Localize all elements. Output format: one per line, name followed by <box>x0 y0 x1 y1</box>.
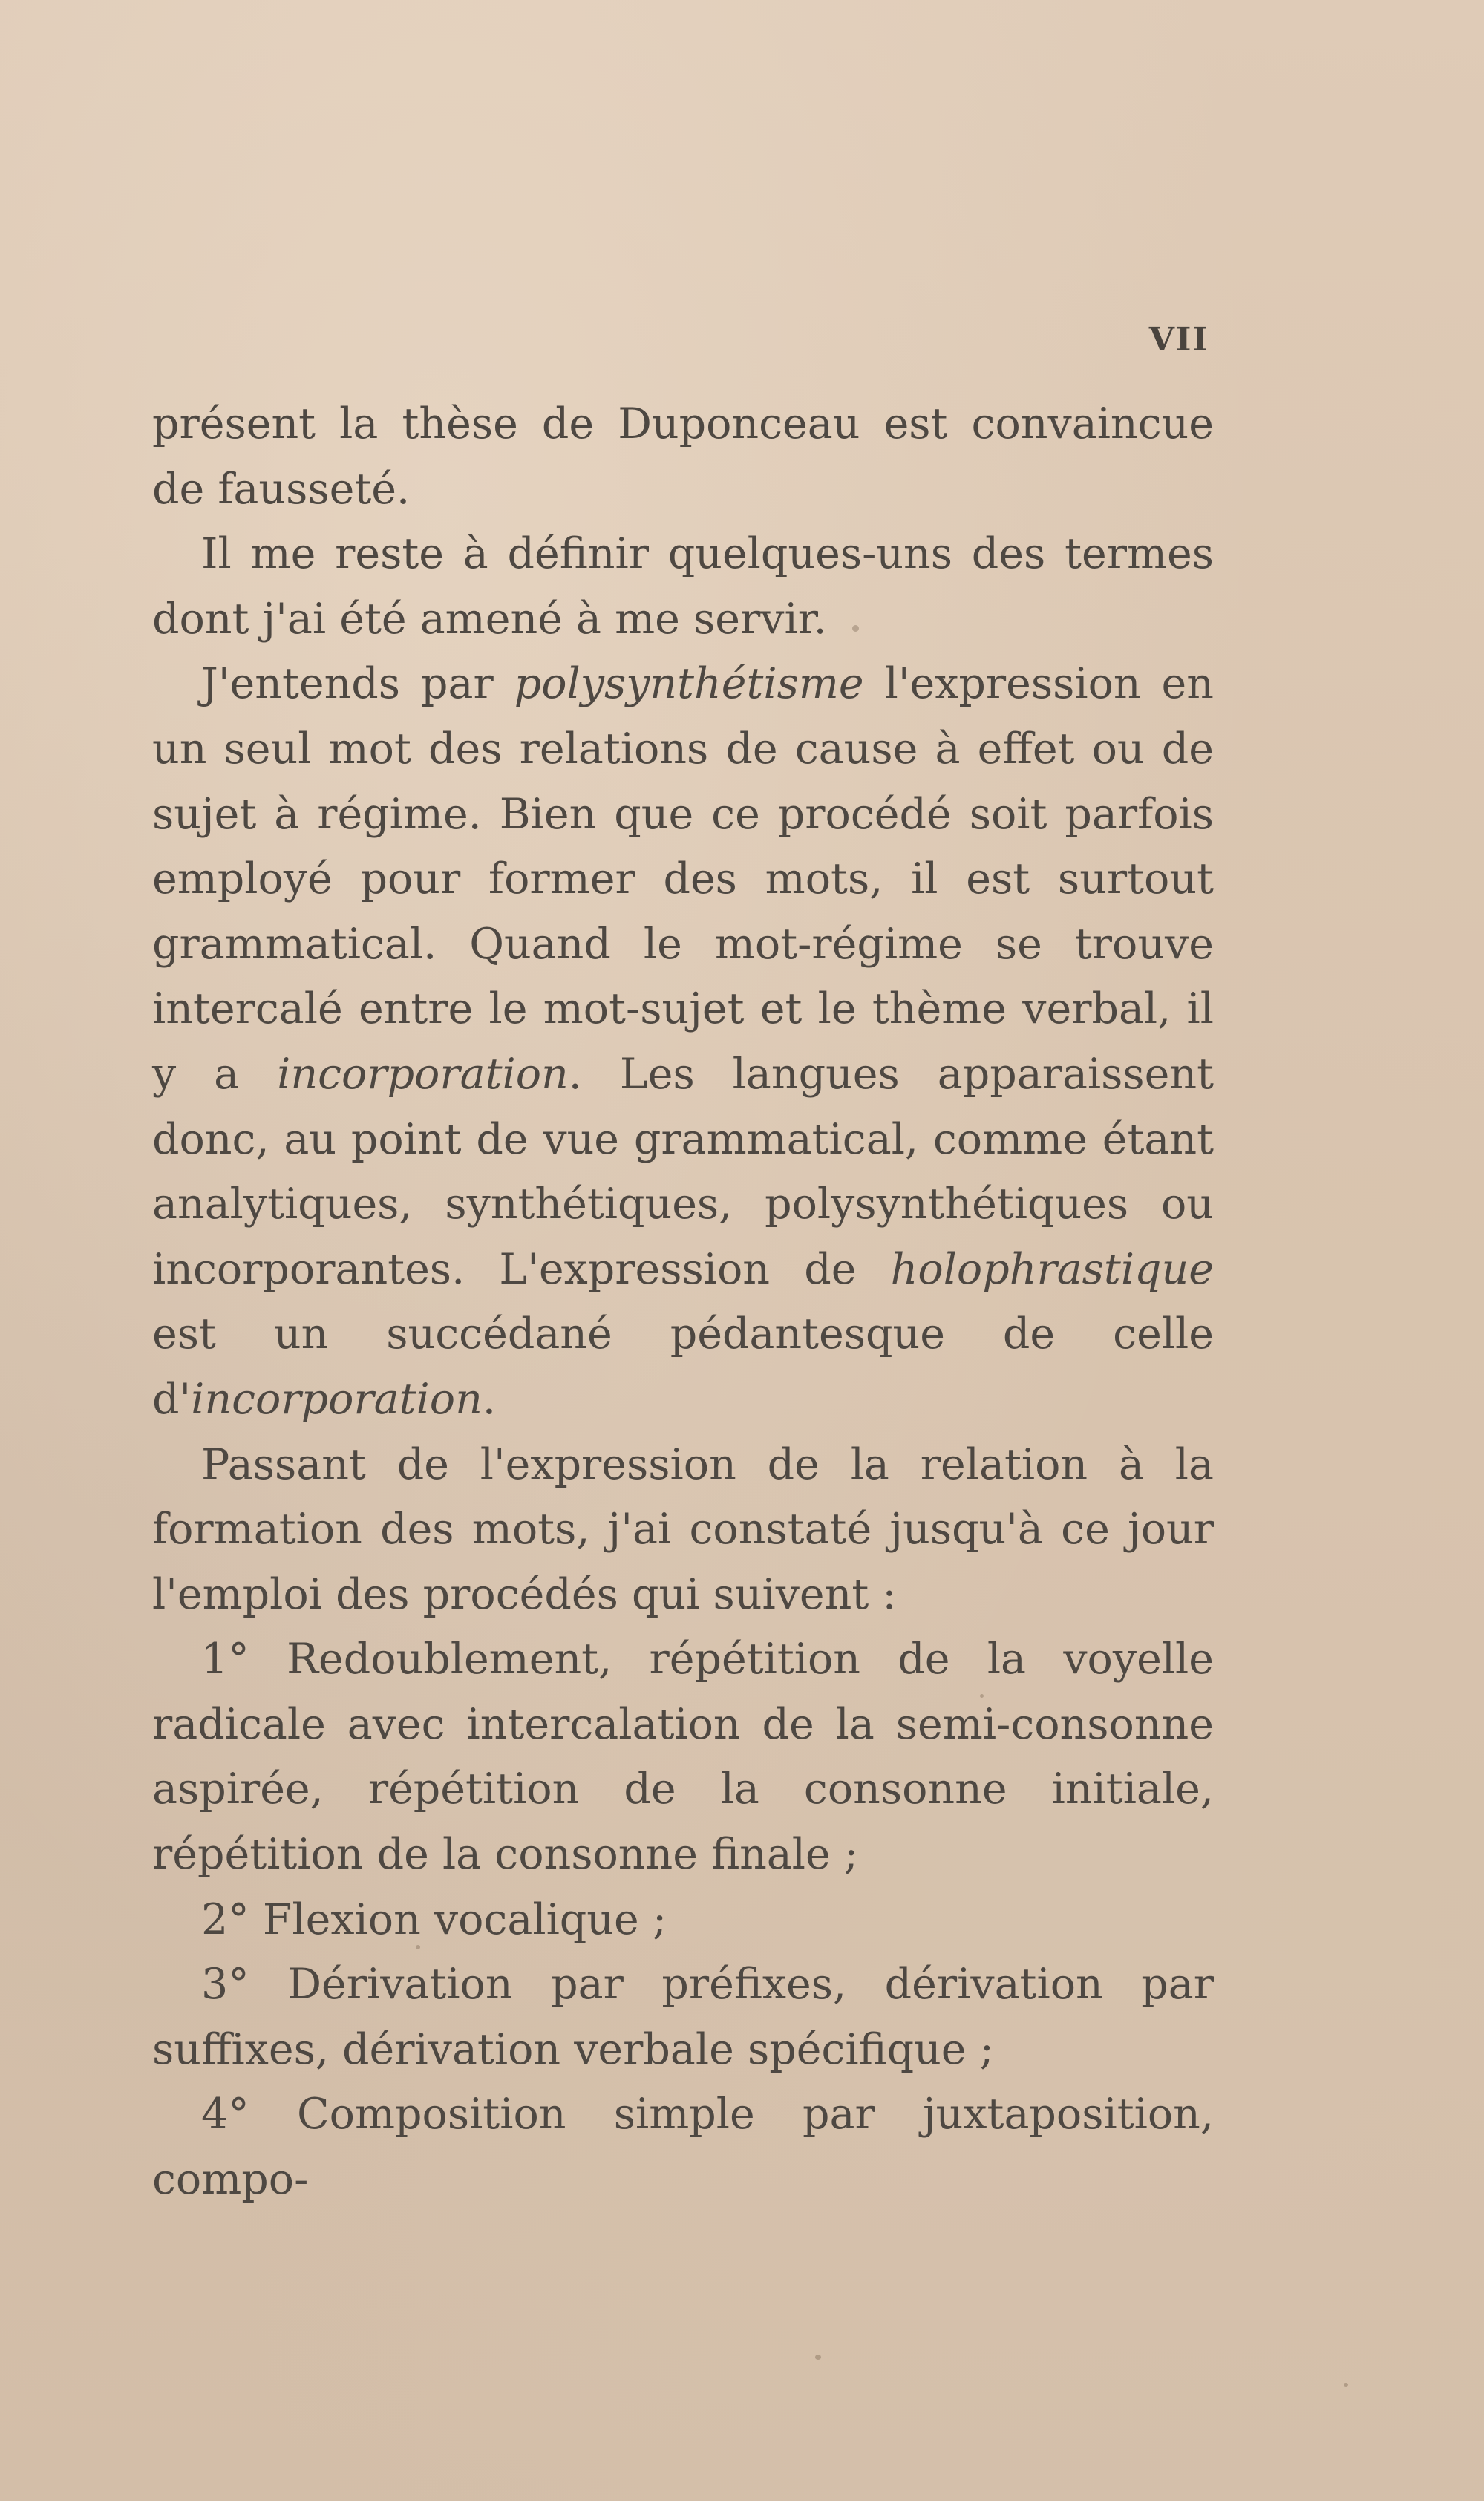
term-incorporation: incorporation <box>277 1049 569 1099</box>
text-span: est un succédané pédantesque de celle d' <box>152 1310 1214 1424</box>
list-item-composition: 4° Composition simple par juxtaposition, compo- <box>152 2090 1214 2205</box>
term-polysynthetisme: polysynthétisme <box>514 659 864 709</box>
paper-speck <box>980 1694 984 1698</box>
body-text <box>152 392 1214 2213</box>
paragraph-continuation: présent la thèse de Duponceau est convaincue de fausseté. <box>152 399 1214 514</box>
paragraph-polysynthetism <box>152 652 1214 1432</box>
text-span: J'entends par <box>201 659 514 709</box>
list-item-redoublement: 1° Redoublement, répétition de la voyelle radicale avec intercalation de la semi-consonne aspirée, répétition de la consonne initiale, répétition de la consonne finale ; <box>152 1635 1214 1880</box>
list-item-flexion: 2° Flexion vocalique ; <box>201 1894 667 1944</box>
text-span: . <box>482 1374 496 1424</box>
text-span: l'expression en un seul mot des relations de cause à effet ou de sujet à régime. Bien que ce procédé soit parfois employé pour former des mots, il est surtout grammatical. Quand le mot-régime se trouve intercalé entre le mot-sujet et le thème verbal, il y a <box>152 659 1214 1099</box>
text-span: . Les langues apparaissent donc, au point de vue grammatical, comme étant analytiques, synthétiques, polysynthétiques ou incorporantes. L'expression de <box>152 1049 1215 1294</box>
paper-speck <box>1344 2383 1348 2387</box>
paper-speck <box>815 2355 821 2360</box>
paragraph-word-formation: Passant de l'expression de la relation à la formation des mots, j'ai constaté jusqu'à ce jour l'emploi des procédés qui suivent : <box>152 1439 1214 1619</box>
paper-speck <box>852 625 859 632</box>
paper-speck <box>416 1945 420 1949</box>
term-holophrastique: holophrastique <box>890 1244 1214 1294</box>
term-incorporation: incorporation <box>191 1374 483 1424</box>
list-item-derivation: 3° Dérivation par préfixes, dérivation par suffixes, dérivation verbale spécifique ; <box>152 1960 1214 2074</box>
paragraph-definitions-intro: Il me reste à définir quelques-uns des termes dont j'ai été amené à me servir. <box>152 529 1214 644</box>
page-number: VII <box>1148 321 1209 359</box>
